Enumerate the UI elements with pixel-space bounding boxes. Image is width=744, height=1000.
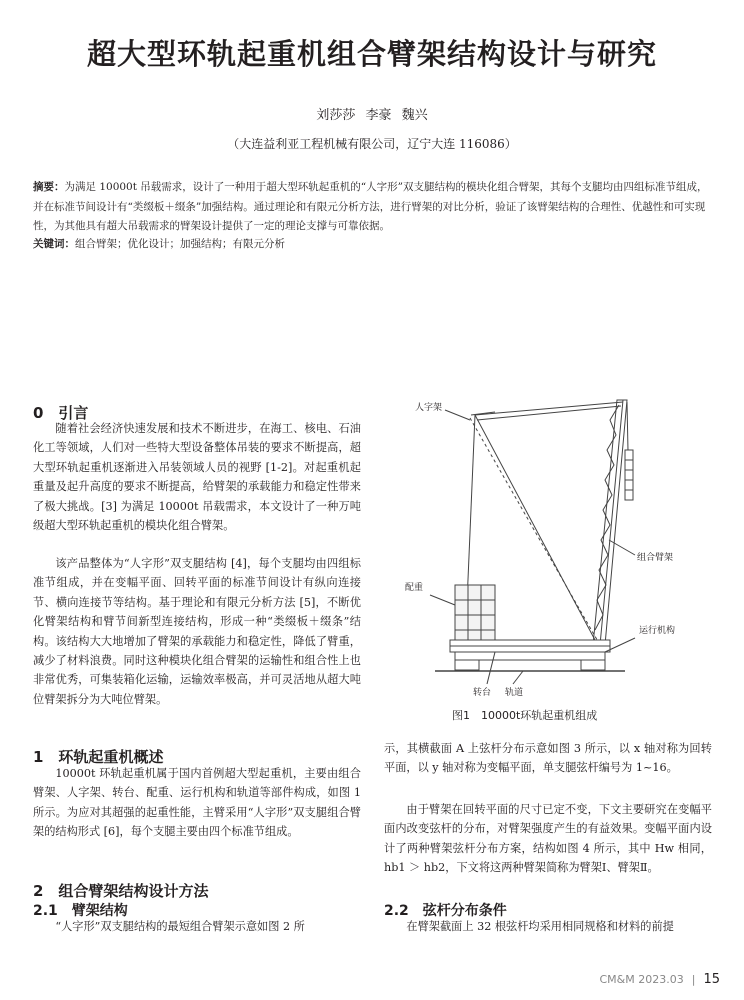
affiliation: （大连益利亚工程机械有限公司，辽宁大连 116086） [227, 137, 517, 151]
label-track: 轨道 [505, 688, 524, 698]
label-counterweight: 配重 [405, 583, 424, 593]
section-2-1-paragraph-1: “人字形”双支腿结构的最短组合臂架示意如图 2 所 [55, 920, 305, 933]
label-boom: 组合臂架 [637, 553, 674, 563]
right-paragraph-1: 示，其横截面 A 上弦杆分布示意如图 3 所示，以 x 轴对称为回转平面，以 y 轴对称为变幅平面，单支腿弦杆编号为 1~16。 [384, 742, 712, 775]
section-2-heading: 2 组合臂架结构设计方法 [33, 882, 209, 900]
keywords-text: 组合臂架；优化设计；加强结构；有限元分析 [75, 238, 285, 250]
section-0-paragraph-1: 随着社会经济快速发展和技术不断进步，在海工、核电、石油化工等领域，人们对一些特大型设备整体吊装的要求不断提高，超大型环轨起重机逐渐进入吊装领域人员的视野 [1-2]。对起重机起重量及起升高度的要求不断提高，给臂架的承载能力和稳定性带来了极大挑战。[3] 为满足 10000t 吊载需求，本文设计了一种万吨级超大型环轨起重机的模块化组合臂架。 [33, 422, 361, 533]
turntable-platform [450, 640, 610, 660]
author-list: 刘莎莎 李豪 魏兴 [316, 108, 428, 123]
page-number: 15 [703, 972, 720, 987]
section-1-heading: 1 环轨起重机概述 [33, 748, 164, 766]
combined-boom-structure [593, 400, 627, 645]
page-footer: CM&M 2023.03 | 15 [599, 972, 720, 987]
abstract-text: 为满足 10000t 吊载需求，设计了一种用于超大型环轨起重机的“人字形”双支腿结构的模块化组合臂架，其每个支腿均由四组标准节组成，并在标准节间设计有“类缀板＋缀条”加强结构。通过理论和有限元分析方法，进行臂架的对比分析，验证了该臂架结构的合理性、优越性和可实现性，为其他具有超大吊载需求的臂架设计提供了一定的理论支撑与可靠依据。 [33, 181, 708, 232]
label-turntable: 转台 [473, 688, 492, 698]
section-1-paragraph-1: 10000t 环轨起重机属于国内首例超大型起重机，主要由组合臂架、人字架、转台、配重、运行机构和轨道等部件构成，如图 1 所示。为应对其超强的起重性能，主臂采用“人字形”双支腿组合臂架的结构形式 [6]，每个支腿主要由四个标准节组成。 [33, 767, 361, 839]
keywords [33, 236, 713, 251]
journal-issue: CM&M 2023.03 [599, 973, 684, 986]
section-0-paragraph-2: 该产品整体为“人字形”双支腿结构 [4]，每个支腿均由四组标准节组成，并在变幅平面、回转平面的标准节间设计有纵向连接节、横向连接节等结构。基于理论和有限元分析方法 [5]，不断优化臂架结构和臂节间新型连接结构，形成一种“类缀板＋缀条”结构。该结构大大地增加了臂架的承载能力和稳定性，降低了臂重，减少了材料浪费。同时这种模块化组合臂架的运输性和组合性上也非常优秀，可集装箱化运输，运输效率极高，并可灵活地从超大吨位臂架拆分为大吨位臂架。 [33, 557, 361, 706]
label-a-frame: 人字架 [415, 403, 443, 413]
figure-caption: 图1 10000t环轨起重机组成 [452, 709, 598, 722]
crane-figure [395, 390, 725, 700]
section-2-2-heading: 2.2 弦杆分布条件 [384, 903, 507, 919]
section-0-heading: 0 引言 [33, 404, 89, 422]
section-2-2-paragraph-1: 在臂架截面上 32 根弦杆均采用相同规格和材料的前提 [406, 920, 674, 933]
hook-block [625, 402, 633, 500]
section-2-1-heading: 2.1 臂架结构 [33, 903, 128, 919]
abstract-label: 摘要： [33, 181, 65, 193]
paper-title: 超大型环轨起重机组合臂架结构设计与研究 [86, 37, 657, 71]
travel-mechanism [455, 660, 605, 670]
counterweight-block [455, 585, 495, 640]
keywords-label: 关键词： [33, 238, 75, 250]
abstract [33, 178, 713, 237]
right-paragraph-2: 由于臂架在回转平面的尺寸已定不变，下文主要研究在变幅平面内改变弦杆的分布，对臂架强度产生的有益效果。变幅平面内设计了两种臂架弦杆分布方案，结构如图 4 所示，其中 Hw 相同，hb1 ＞ hb2，下文将这两种臂架简称为臂架Ⅰ、臂架Ⅱ。 [384, 803, 712, 875]
label-travel-mechanism: 运行机构 [639, 626, 676, 636]
